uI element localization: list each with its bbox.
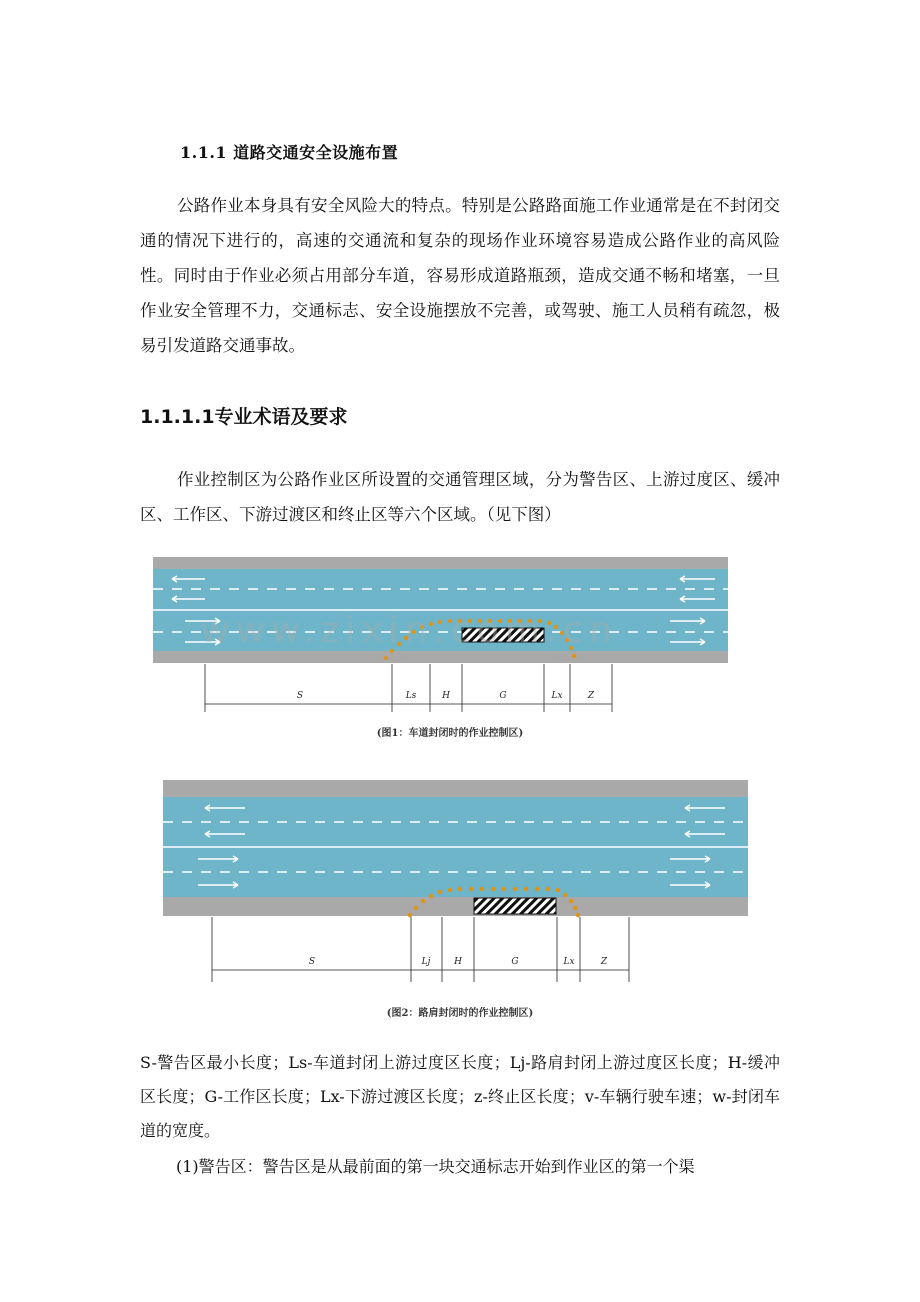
road-shoulder-top (153, 557, 728, 569)
watermark: www.zixin.com.cn (200, 610, 618, 651)
zones-paragraph: 作业控制区为公路作业区所设置的交通管理区域，分为警告区、上游过度区、缓冲区、工作区、下游过渡区和终止区等六个区域。（见下图） (140, 470, 780, 524)
figure-1-lane-closure-diagram (150, 552, 730, 752)
section-heading: 1.1.1 道路交通安全设施布置 (180, 143, 399, 162)
work-area-hatch (474, 898, 556, 914)
dimension-lines (205, 664, 612, 712)
subsection-heading: 1.1.1.1专业术语及要求 (140, 406, 348, 428)
fig1-label-z: Z (587, 691, 595, 701)
figure-2-shoulder-closure-diagram (160, 772, 750, 987)
fig1-label-s: S (296, 691, 304, 701)
fig2-label-s: S (308, 957, 316, 967)
dimension-lines (212, 917, 629, 982)
fig2-label-lx: Lx (563, 957, 575, 967)
fig2-label-z: Z (600, 957, 608, 967)
fig1-label-ls: Ls (405, 691, 417, 701)
fig2-label-lj: Lj (421, 957, 431, 967)
symbol-legend-paragraph: S-警告区最小长度；Ls-车道封闭上游过度区长度；Lj-路肩封闭上游过度区长度；H-缓冲区长度；G-工作区长度；Lx-下游过渡区长度；z-终止区长度；v-车辆行驶车速；w-封闭车道的宽度。 (140, 1053, 780, 1140)
figure-2-caption: (图2：路肩封闭时的作业控制区) (386, 1008, 534, 1019)
figure-1-caption: (图1：车道封闭时的作业控制区) (376, 728, 524, 739)
fig2-label-g: G (511, 957, 519, 967)
warning-zone-item: (1)警告区：警告区是从最前面的第一块交通标志开始到作业区的第一个渠 (176, 1157, 695, 1176)
fig2-label-h: H (454, 957, 462, 967)
fig1-label-lx: Lx (551, 691, 563, 701)
fig1-label-h: H (442, 691, 450, 701)
road-shoulder-bottom (153, 651, 728, 663)
intro-paragraph: 公路作业本身具有安全风险大的特点。特别是公路路面施工作业通常是在不封闭交通的情况下进行的，高速的交通流和复杂的现场作业环境容易造成公路作业的高风险性。同时由于作业必须占用部分车道，容易形成道路瓶颈，造成交通不畅和堵塞，一旦作业安全管理不力，交通标志、安全设施摆放不完善，或驾驶、施工人员稍有疏忽，极易引发道路交通事故。 (140, 196, 780, 355)
road-shoulder-bottom (163, 897, 748, 916)
fig1-label-g: G (499, 691, 507, 701)
road-shoulder-top (163, 780, 748, 797)
